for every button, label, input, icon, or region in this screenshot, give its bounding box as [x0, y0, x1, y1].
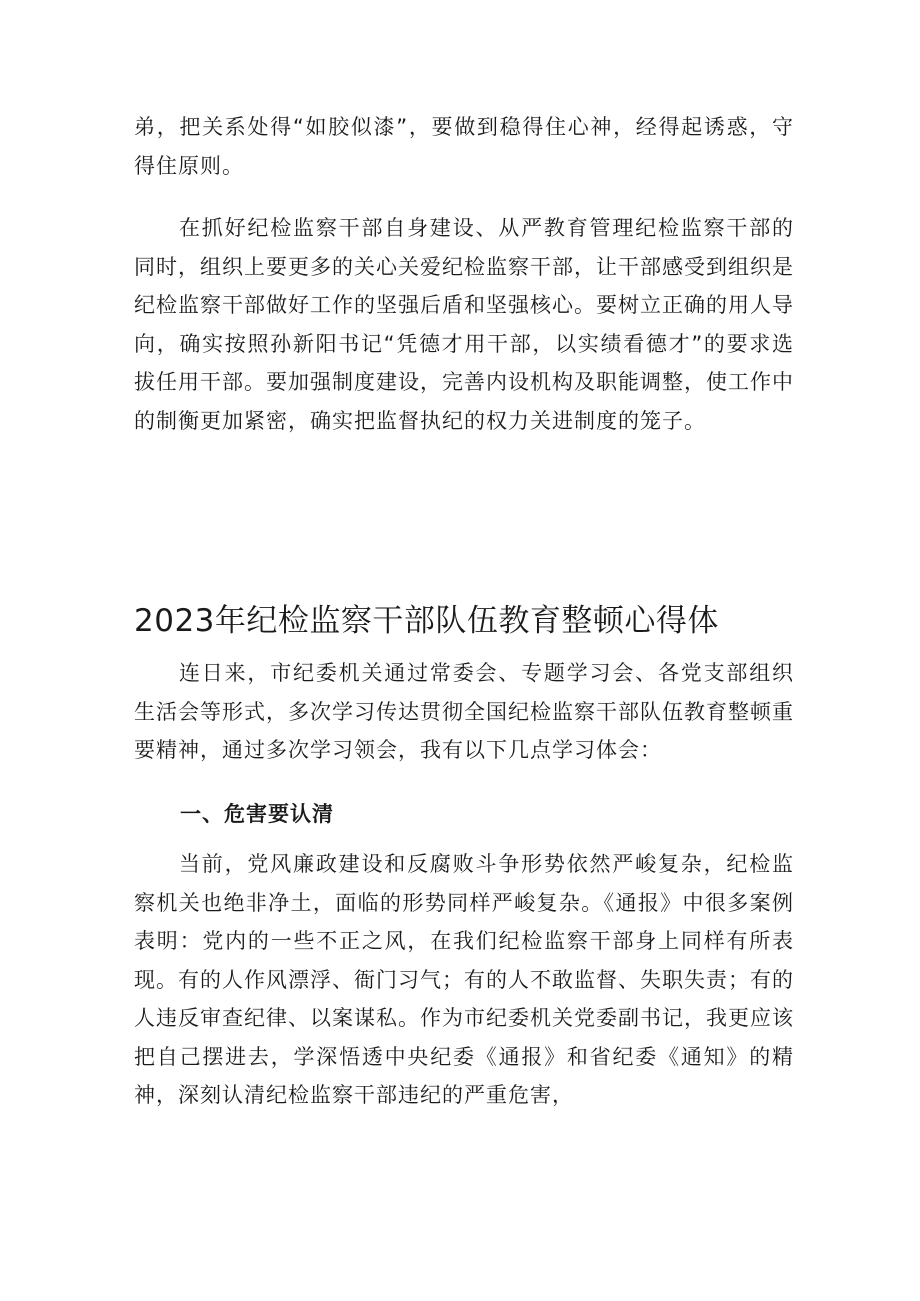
section-heading: 一、危害要认清: [180, 802, 334, 826]
paragraph-continued: 弟，把关系处得“如胶似漆”，要做到稳得住心神，经得起诱惑，守得住原则。: [134, 115, 794, 178]
paragraph-organization-care: 在抓好纪检监察干部自身建设、从严教育管理纪检监察干部的同时，组织上要更多的关心关爱纪检监察干部，让干部感受到组织是纪检监察干部做好工作的坚强后盾和坚强核心。要树立正确的用人导向，确实按照孙新阳书记“凭德才用干部，以实绩看德才”的要求选拔任用干部。要加强制度建设，完善内设机构及职能调整，使工作中的制衡更加紧密，确实把监督执纪的权力关进制度的笼子。: [134, 216, 794, 433]
intro-paragraph: 连日来，市纪委机关通过常委会、专题学习会、各党支部组织生活会等形式，多次学习传达贯彻全国纪检监察干部队伍教育整顿重要精神，通过多次学习领会，我有以下几点学习体会：: [134, 661, 794, 762]
article-title: 2023年纪检监察干部队伍教育整顿心得体: [134, 603, 719, 639]
section-paragraph: 当前，党风廉政建设和反腐败斗争形势依然严峻复杂，纪检监察机关也绝非净土，面临的形势同样严峻复杂。《通报》中很多案例表明：党内的一些不正之风，在我们纪检监察干部身上同样有所表现。有的人作风漂浮、衙门习气；有的人不敢监督、失职失责；有的人违反审查纪律、以案谋私。作为市纪委机关党委副书记，我更应该把自己摆进去，学深悟透中央纪委《通报》和省纪委《通知》的精神，深刻认清纪检监察干部违纪的严重危害，: [134, 852, 794, 1107]
